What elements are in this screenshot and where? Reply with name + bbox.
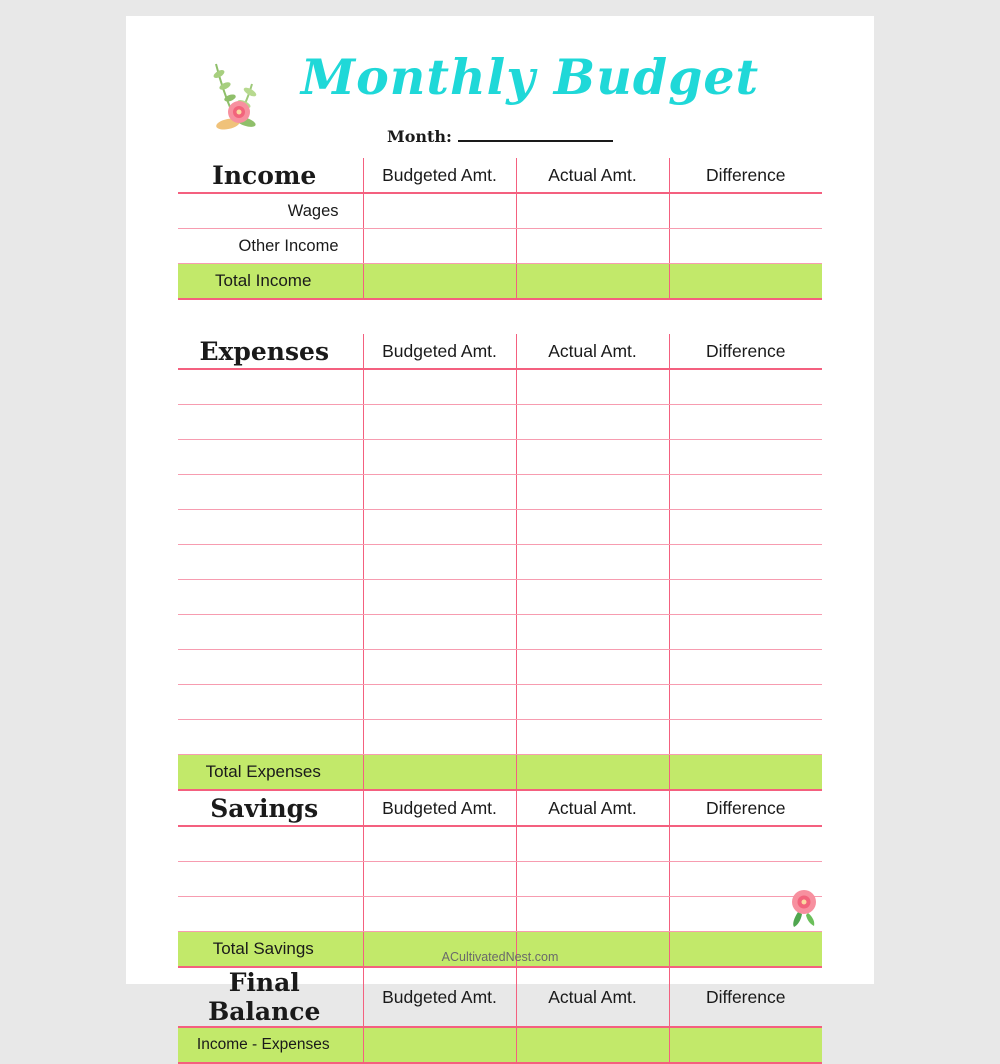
column-header-actual: Actual Amt. (516, 334, 669, 369)
cell-difference[interactable] (669, 650, 822, 685)
column-header-budgeted: Budgeted Amt. (363, 790, 516, 826)
cell-actual[interactable] (516, 405, 669, 440)
cell-budgeted[interactable] (363, 369, 516, 405)
section-spacer (178, 299, 822, 334)
cell-actual[interactable] (516, 193, 669, 229)
column-header-budgeted: Budgeted Amt. (363, 158, 516, 193)
cell-label[interactable] (178, 862, 363, 897)
sheet-header (178, 38, 822, 158)
page-title: Monthly Budget (300, 48, 760, 106)
table-row[interactable] (178, 650, 822, 685)
table-row[interactable] (178, 229, 822, 264)
cell-actual[interactable] (516, 897, 669, 932)
total-expenses-row[interactable] (178, 755, 822, 791)
column-header-budgeted: Budgeted Amt. (363, 334, 516, 369)
section-heading-savings: Savings (178, 790, 363, 826)
cell-budgeted[interactable] (363, 405, 516, 440)
cell-label[interactable] (178, 650, 363, 685)
month-field-row (178, 126, 822, 147)
table-row[interactable] (178, 580, 822, 615)
cell-label[interactable] (178, 545, 363, 580)
cell-difference[interactable] (669, 1027, 822, 1063)
printable-page (126, 16, 874, 1053)
cell-label[interactable] (178, 580, 363, 615)
cell-difference[interactable] (669, 229, 822, 264)
cell-budgeted[interactable] (363, 720, 516, 755)
cell-budgeted[interactable] (363, 897, 516, 932)
month-label: Month: (387, 127, 452, 146)
site-credit: ACultivatedNest.com (441, 950, 559, 964)
cell-label[interactable] (178, 369, 363, 405)
cell-actual[interactable] (516, 369, 669, 405)
cell-budgeted[interactable] (363, 264, 516, 300)
column-header-difference: Difference (669, 967, 822, 1027)
column-header-actual: Actual Amt. (516, 790, 669, 826)
row-label-total-savings: Total Savings (178, 932, 363, 968)
column-header-budgeted: Budgeted Amt. (363, 967, 516, 1027)
budget-table (178, 158, 822, 1064)
cell-difference[interactable] (669, 193, 822, 229)
cell-difference[interactable] (669, 369, 822, 405)
cell-actual[interactable] (516, 229, 669, 264)
cell-budgeted[interactable] (363, 229, 516, 264)
table-row[interactable] (178, 475, 822, 510)
cell-difference[interactable] (669, 755, 822, 791)
cell-difference[interactable] (669, 475, 822, 510)
cell-budgeted[interactable] (363, 1027, 516, 1063)
budget-sheet (178, 38, 822, 1053)
section-heading-income: Income (178, 158, 363, 193)
row-label-other-income: Other Income (178, 229, 363, 264)
cell-label[interactable] (178, 720, 363, 755)
table-row[interactable] (178, 862, 822, 897)
cell-actual[interactable] (516, 650, 669, 685)
cell-actual[interactable] (516, 826, 669, 862)
row-label-income-minus-expenses: Income - Expenses (178, 1027, 363, 1063)
cell-actual[interactable] (516, 862, 669, 897)
cell-label[interactable] (178, 510, 363, 545)
income-header-row (178, 158, 822, 193)
income-minus-expenses-row[interactable] (178, 1027, 822, 1063)
cell-actual[interactable] (516, 475, 669, 510)
cell-difference[interactable] (669, 615, 822, 650)
cell-label[interactable] (178, 405, 363, 440)
row-label-total-expenses: Total Expenses (178, 755, 363, 791)
cell-budgeted[interactable] (363, 615, 516, 650)
cell-actual[interactable] (516, 580, 669, 615)
table-row[interactable] (178, 720, 822, 755)
cell-label[interactable] (178, 685, 363, 720)
cell-label[interactable] (178, 440, 363, 475)
table-row[interactable] (178, 369, 822, 405)
cell-budgeted[interactable] (363, 475, 516, 510)
row-label-total-income: Total Income (178, 264, 363, 300)
cell-actual[interactable] (516, 545, 669, 580)
table-row[interactable] (178, 510, 822, 545)
cell-actual[interactable] (516, 510, 669, 545)
cell-actual[interactable] (516, 440, 669, 475)
table-row[interactable] (178, 545, 822, 580)
cell-difference[interactable] (669, 440, 822, 475)
table-row[interactable] (178, 685, 822, 720)
cell-budgeted[interactable] (363, 685, 516, 720)
column-header-actual: Actual Amt. (516, 967, 669, 1027)
cell-budgeted[interactable] (363, 826, 516, 862)
cell-budgeted[interactable] (363, 755, 516, 791)
cell-actual[interactable] (516, 755, 669, 791)
cell-label[interactable] (178, 475, 363, 510)
column-header-difference: Difference (669, 158, 822, 193)
table-row[interactable] (178, 193, 822, 229)
cell-actual[interactable] (516, 720, 669, 755)
cell-difference[interactable] (669, 580, 822, 615)
corner-flower-icon (784, 886, 824, 928)
cell-label[interactable] (178, 615, 363, 650)
cell-actual[interactable] (516, 264, 669, 300)
cell-budgeted[interactable] (363, 510, 516, 545)
table-row[interactable] (178, 440, 822, 475)
cell-budgeted[interactable] (363, 580, 516, 615)
cell-label[interactable] (178, 826, 363, 862)
cell-actual[interactable] (516, 1027, 669, 1063)
table-row[interactable] (178, 615, 822, 650)
cell-difference[interactable] (669, 720, 822, 755)
column-header-difference: Difference (669, 334, 822, 369)
total-income-row[interactable] (178, 264, 822, 300)
section-heading-expenses: Expenses (178, 334, 363, 369)
cell-difference[interactable] (669, 685, 822, 720)
savings-header-row (178, 790, 822, 826)
cell-budgeted[interactable] (363, 545, 516, 580)
table-row[interactable] (178, 405, 822, 440)
column-header-actual: Actual Amt. (516, 158, 669, 193)
column-header-difference: Difference (669, 790, 822, 826)
cell-budgeted[interactable] (363, 650, 516, 685)
row-label-wages: Wages (178, 193, 363, 229)
month-input-blank[interactable] (458, 126, 613, 142)
cell-label[interactable] (178, 897, 363, 932)
final-balance-header-row (178, 967, 822, 1027)
cell-actual[interactable] (516, 685, 669, 720)
cell-difference[interactable] (669, 510, 822, 545)
cell-budgeted[interactable] (363, 440, 516, 475)
table-row[interactable] (178, 826, 822, 862)
cell-budgeted[interactable] (363, 862, 516, 897)
cell-difference[interactable] (669, 545, 822, 580)
section-heading-final-balance: Final Balance (178, 967, 363, 1027)
cell-difference[interactable] (669, 405, 822, 440)
table-row[interactable] (178, 897, 822, 932)
cell-difference[interactable] (669, 826, 822, 862)
cell-difference[interactable] (669, 264, 822, 300)
cell-budgeted[interactable] (363, 193, 516, 229)
expenses-header-row (178, 334, 822, 369)
cell-actual[interactable] (516, 615, 669, 650)
